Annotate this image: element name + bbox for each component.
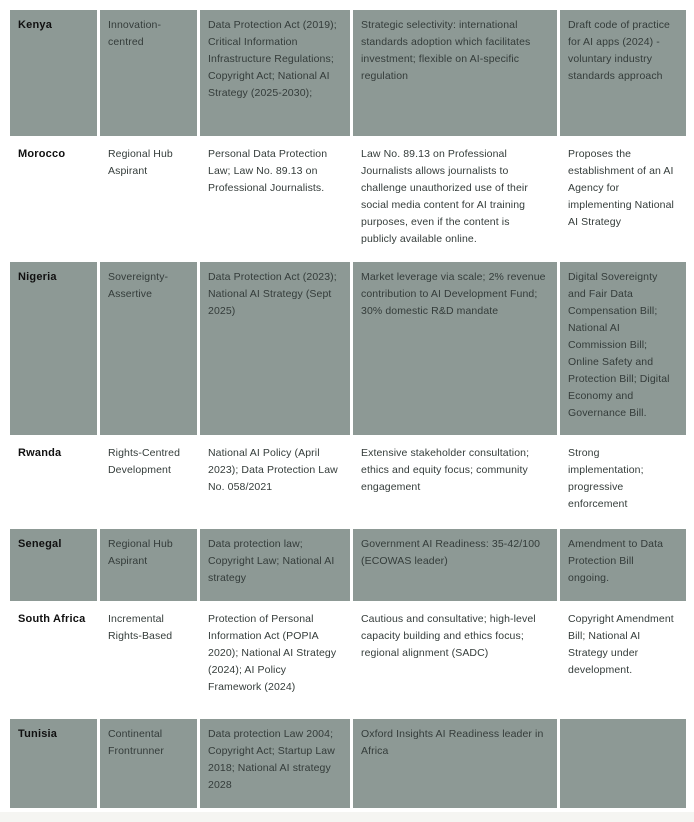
page-bottom-margin — [0, 812, 694, 822]
table-row — [10, 139, 686, 259]
cell-future: Proposes the establishment of an AI Agency for implementing National AI Strategy — [568, 148, 674, 228]
cell-approach: Innovation-centred — [100, 10, 197, 136]
table-row — [10, 438, 686, 526]
cell-laws: Data protection Law 2004; Copyright Act; Startup Law 2018; National AI strategy 2028 — [200, 719, 350, 808]
cell-approach: Continental Frontrunner — [100, 719, 197, 808]
cell-laws: Protection of Personal Information Act (POPIA 2020); National AI Strategy (2024); AI Policy Framework (2024) — [208, 613, 337, 693]
cell-notes: Cautious and consultative; high-level capacity building and ethics focus; regional alignment (SADC) — [361, 613, 536, 659]
cell-notes: Extensive stakeholder consultation; ethics and equity focus; community engagement — [361, 447, 530, 493]
table-row — [10, 719, 686, 808]
cell-notes: Market leverage via scale; 2% revenue contribution to AI Development Fund; 30% domestic R&D mandate — [353, 262, 557, 435]
cell-approach: Incremental Rights-Based — [108, 613, 173, 642]
cell-approach: Sovereignty-Assertive — [100, 262, 197, 435]
cell-approach: Regional Hub Aspirant — [100, 529, 197, 601]
cell-future — [560, 719, 686, 808]
cell-approach: Rights-Centred Development — [108, 447, 181, 476]
table-row — [10, 262, 686, 435]
cell-notes: Law No. 89.13 on Professional Journalists allows journalists to challenge unauthorized use of their social media content for AI training purposes, even if the content is publicly available online. — [361, 148, 528, 245]
table-row — [10, 10, 686, 136]
ai-policy-table — [10, 10, 686, 808]
cell-country: Senegal — [10, 529, 97, 601]
cell-future: Digital Sovereignty and Fair Data Compensation Bill; National AI Commission Bill; Online Safety and Protection Bill; Digital Economy and Governance Bill. — [560, 262, 686, 435]
cell-future: Draft code of practice for AI apps (2024) -voluntary industry standards approach — [560, 10, 686, 136]
table-row — [10, 604, 686, 716]
cell-country: South Africa — [18, 613, 86, 625]
cell-country: Tunisia — [10, 719, 97, 808]
cell-approach: Regional Hub Aspirant — [108, 148, 173, 177]
cell-notes: Oxford Insights AI Readiness leader in Africa — [353, 719, 557, 808]
cell-laws: Data protection law; Copyright Law; National AI strategy — [200, 529, 350, 601]
cell-notes: Government AI Readiness: 35-42/100 (ECOWAS leader) — [353, 529, 557, 601]
cell-notes: Strategic selectivity: international standards adoption which facilitates investment; flexible on AI-specific regulation — [353, 10, 557, 136]
cell-laws: Data Protection Act (2023); National AI Strategy (Sept 2025) — [200, 262, 350, 435]
cell-country: Rwanda — [18, 447, 62, 459]
cell-future: Amendment to Data Protection Bill ongoing. — [560, 529, 686, 601]
cell-laws: Data Protection Act (2019); Critical Information Infrastructure Regulations; Copyright Act; National AI Strategy (2025-2030); — [200, 10, 350, 136]
cell-country: Kenya — [10, 10, 97, 136]
cell-country: Morocco — [18, 148, 66, 160]
table-row — [10, 529, 686, 601]
cell-laws: National AI Policy (April 2023); Data Protection Law No. 058/2021 — [208, 447, 338, 493]
cell-future: Copyright Amendment Bill; National AI Strategy under development. — [568, 613, 674, 676]
cell-laws: Personal Data Protection Law; Law No. 89.13 on Professional Journalists. — [208, 148, 328, 194]
cell-country: Nigeria — [10, 262, 97, 435]
cell-future: Strong implementation; progressive enforcement — [568, 447, 644, 510]
